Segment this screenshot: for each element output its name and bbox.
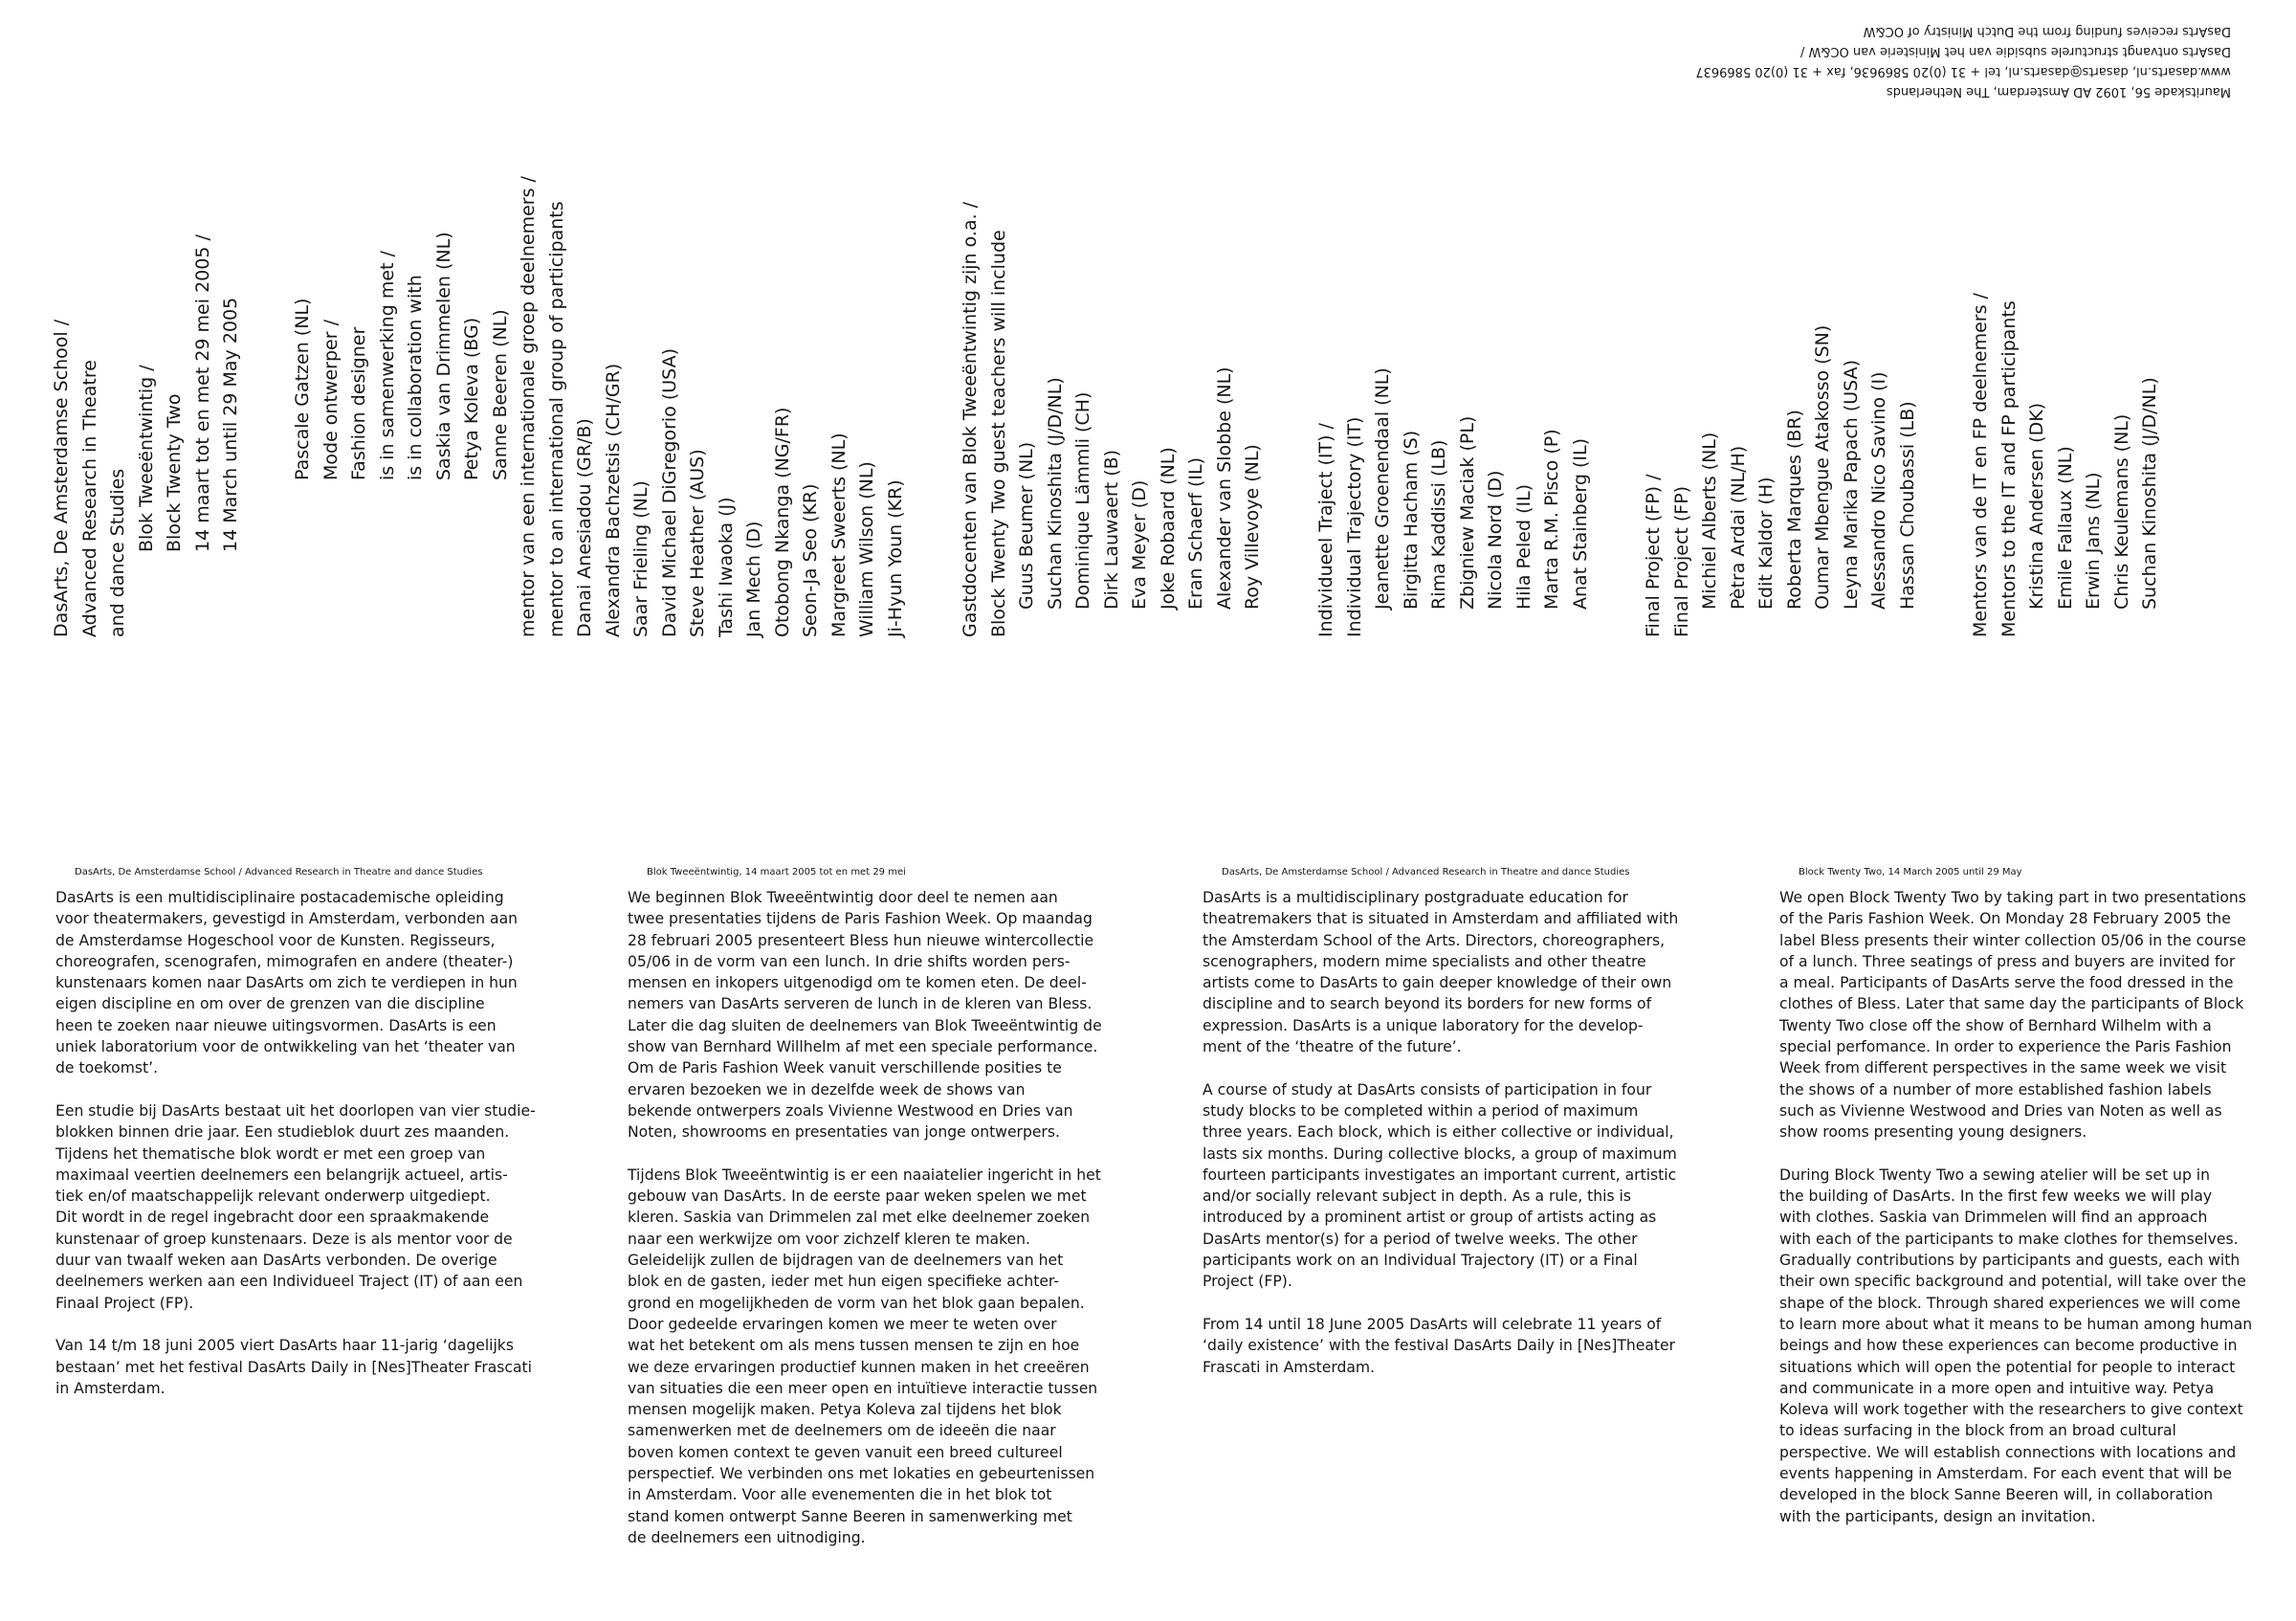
address-block [1657,21,2231,101]
paragraph-line: 28 februari 2005 presenteert Bless hun nieuwe wintercollectie [628,931,1094,949]
paragraph-line: de deelnemers een uitnodiging. [628,1528,866,1546]
vertical-list-line: Hila Peled (IL) [1512,483,1534,610]
vertical-list-line: 14 maart tot en met 29 mei 2005 / [191,234,213,552]
paragraph-line: perspective. We will establish connections with locations and [1779,1443,2237,1461]
paragraph-line: Week from different perspectives in the same week we visit [1779,1059,2227,1077]
column-caption: Blok Tweeëntwintig, 14 maart 2005 tot en met 29 mei [647,867,906,877]
text-column [628,866,1125,1570]
paragraph-line: and communicate in a more open and intuitive way. Petya [1779,1379,2215,1397]
vertical-list-line: Rima Kaddissi (LB) [1428,439,1449,610]
paragraph-line: Om de Paris Fashion Week vanuit verschillende posities te [628,1059,1062,1077]
paragraph-line: the shows of a number of more established fashion labels [1779,1080,2212,1099]
vertical-list-individual-trajectory [1313,367,1595,637]
paragraph-line: bestaan’ met het festival DasArts Daily in [Nes]Theater Frascati [55,1358,533,1376]
paragraph-line: DasArts is a multidisciplinary postgraduate education for [1203,889,1628,906]
vertical-list-line: DasArts, De Amsterdamse School / [51,319,72,637]
paragraph-line: ervaren bezoeken we in dezelfde week de shows van [628,1080,1026,1099]
paragraph-line: theatremakers that is situated in Amsterdam and affiliated with [1203,910,1679,928]
vertical-list-line: Ji-Hyun Youn (KR) [884,479,906,637]
paragraph [55,887,553,1079]
vertical-list-line: Alexander van Slobbe (NL) [1213,366,1235,610]
paragraph-line: expression. DasArts is a unique laboratory for the develop- [1203,1016,1644,1034]
vertical-list-line: Gastdocenten van Blok Tweeëntwintig zijn o.a. / [960,201,981,637]
vertical-list-line: Nicola Nord (D) [1485,470,1506,610]
paragraph-line: beings and how these experiences can become productive in [1779,1337,2238,1355]
paragraph-line: show van Bernhard Willhelm af met een speciale performance. [628,1038,1098,1056]
paragraph-line: perspectief. We verbinden ons met lokaties en gebeurtenissen [628,1465,1095,1483]
paragraph-line: samenwerken met de deelnemers om de ideeën die naar [628,1422,1056,1440]
vertical-list-line: Chris Keulemans (NL) [2110,413,2132,610]
vertical-list-line: Petya Koleva (BG) [461,317,482,480]
paragraph-line: scenographers, modern mime specialists and other theatre [1203,952,1646,970]
paragraph-line: situations which will open the potential for people to interact [1779,1358,2236,1376]
text-column [1203,866,1700,1399]
vertical-list-line: Individual Trajectory (IT) [1343,416,1365,637]
vertical-list-line: Individueel Traject (IT) / [1315,423,1336,637]
paragraph-line: van situaties die een meer open en intuïtieve interactie tussen [628,1379,1098,1397]
vertical-list-guest-teachers [957,202,1268,637]
paragraph-line: kleren. Saskia van Drimmelen zal met elke deelnemer zoeken [628,1209,1091,1227]
vertical-list-line: Advanced Research in Theatre [78,360,100,637]
paragraph-line: de toekomst’. [55,1059,159,1077]
paragraph-line: Later die dag sluiten de deelnemers van Blok Tweeëntwintig de [628,1016,1102,1034]
paragraph-line: eigen discipline en om over de grenzen van die discipline [55,995,485,1013]
paragraph-line: shape of the block. Through shared experiences we will come [1779,1294,2241,1312]
vertical-list-line: Mentors van de IT en FP deelnemers / [1970,293,1991,637]
vertical-list-line: Marta R.M. Pisco (P) [1541,429,1562,610]
vertical-list-line: Oumar Mbengue Atakosso (SN) [1812,324,1833,610]
paragraph [628,1165,1125,1548]
paragraph-line: We beginnen Blok Tweeëntwintig door deel te nemen aan [628,889,1058,906]
paragraph-line: with the participants, design an invitation. [1779,1507,2096,1525]
paragraph-line: blokken binnen drie jaar. Een studieblok duurt zes maanden. [55,1123,510,1142]
vertical-list-line: 14 March until 29 May 2005 [220,297,241,552]
vertical-list-line: Seon-Ja Seo (KR) [800,483,821,637]
contact-line: www.dasarts.nl, dasarts@dasarts.nl, tel + 31 (0)20 5869636, fax + 31 (0)20 5869637 [1695,64,2231,78]
paragraph-line: Gradually contributions by participants and guests, each with [1779,1252,2241,1270]
paragraph [1779,1165,2277,1527]
paragraph-line: such as Vivienne Westwood and Dries van Noten as well as [1779,1101,2222,1120]
paragraph-line: tiek en/of maatschappelijk relevant onderwerp uitgediept. [55,1188,491,1206]
paragraph-line: grond en mogelijkheden de vorm van het blok gaan bepalen. [628,1294,1085,1312]
paragraph-line: bekende ontwerpers zoals Vivienne Westwood en Dries van [628,1101,1073,1120]
paragraph-line: Twenty Two close off the show of Bernhard Wilhelm with a [1779,1016,2212,1034]
paragraph-line: Frascati in Amsterdam. [1203,1358,1376,1376]
paragraph [55,1100,553,1314]
vertical-list-line: Mentors to the IT and FP participants [1998,300,2020,637]
funding-line-nl: DasArts ontvangt structurele subsidie van het Ministerie van OC&W / [1799,44,2231,58]
paragraph [1203,1314,1700,1378]
paragraph-line: Tijdens Blok Tweeëntwintig is er een naaiatelier ingericht in het [628,1166,1101,1184]
paragraph-line: in Amsterdam. Voor alle evenementen die in het blok tot [628,1486,1052,1504]
vertical-list-line: Eran Schaerf (IL) [1185,457,1206,610]
paragraph-line: blok en de gasten, ieder met hun eigen specifieke achter- [628,1273,1059,1291]
vertical-list-line: Dominique Lämmli (CH) [1072,391,1093,610]
paragraph-line: kunstenaar of groep kunstenaars. Deze is als mentor voor de [55,1230,513,1248]
paragraph-line: DasArts is een multidisciplinaire postacademische opleiding [55,889,504,906]
paragraph-line: Dit wordt in de regel ingebracht door een spraakmakende [55,1209,490,1227]
column-caption: DasArts, De Amsterdamse School / Advanced Research in Theatre and dance Studies [1222,867,1630,877]
vertical-list-line: Block Twenty Two [164,393,185,552]
column-caption: DasArts, De Amsterdamse School / Advanced Research in Theatre and dance Studies [75,867,483,877]
paragraph-line: kunstenaars komen naar DasArts om zich te verdiepen in hun [55,974,518,992]
vertical-list-line: Final Project (FP) / [1643,474,1664,637]
paragraph-line: participants work on an Individual Trajectory (IT) or a Final [1203,1252,1638,1270]
vertical-list-line: Fashion designer [348,326,369,480]
vertical-list-line: Pascale Gatzen (NL) [292,298,313,480]
vertical-list-intro [48,234,246,637]
vertical-list-line: David Michael DiGregorio (USA) [658,347,680,637]
vertical-list-line: Birgitta Hacham (S) [1400,430,1422,610]
paragraph-line: twee presentaties tijdens de Paris Fashion Week. Op maandag [628,910,1093,928]
vertical-list-line: Sanne Beeren (NL) [489,309,511,480]
paragraph-line: artists come to DasArts to gain deeper knowledge of their own [1203,974,1672,992]
paragraph-line: Door gedeelde ervaringen komen we meer te weten over [628,1315,1057,1333]
vertical-list-line: William Wilson (NL) [856,461,877,637]
paragraph-line: special perfomance. In order to experience the Paris Fashion [1779,1038,2232,1056]
vertical-list-line: Jeanette Groenendaal (NL) [1372,367,1393,610]
vertical-list-line: and dance Studies [107,468,128,637]
vertical-list-line: Final Project (FP) [1670,485,1692,637]
column-caption: Block Twenty Two, 14 March 2005 until 29 May [1799,867,2022,877]
vertical-list-line: Jan Mech (D) [743,521,764,637]
paragraph-line: developed in the block Sanne Beeren will, in collaboration [1779,1486,2214,1504]
paragraph [1779,887,2277,1144]
vertical-list-line: Blok Tweeëntwintig / [135,365,157,552]
vertical-list-line: Eva Meyer (D) [1129,479,1150,610]
text-column [55,866,553,1420]
paragraph-line: mensen en inkopers uitgenodigd om te komen eten. De deel- [628,974,1087,992]
paragraph-line: ment of the ‘theatre of the future’. [1203,1038,1462,1056]
paragraph-line: a meal. Participants of DasArts serve the food dressed in the [1779,974,2234,992]
paragraph-line: de Amsterdamse Hogeschool voor de Kunsten. Regisseurs, [55,931,496,949]
paragraph-line: DasArts mentor(s) for a period of twelve weeks. The other [1203,1230,1638,1248]
vertical-list-line: Margreet Sweerts (NL) [828,433,850,637]
paragraph-line: We open Block Twenty Two by taking part in two presentations [1779,889,2246,906]
paragraph-line: the building of DasArts. In the first few weeks we will play [1779,1188,2213,1206]
paragraph-line: A course of study at DasArts consists of participation in four [1203,1080,1652,1099]
paragraph-line: Tijdens het thematische blok wordt er met een groep van [55,1144,486,1163]
paragraph-line: introduced by a prominent artist or group of artists acting as [1203,1209,1657,1227]
text-column [1779,866,2277,1548]
paragraph-line: From 14 until 18 June 2005 DasArts will celebrate 11 years of [1203,1315,1662,1333]
vertical-list-line: Guus Beumer (NL) [1016,441,1037,610]
paragraph-line: three years. Each block, which is either collective or individual, [1203,1123,1674,1142]
vertical-list-line: Dirk Lauwaert (B) [1100,449,1122,610]
vertical-list-line: Steve Heather (AUS) [687,449,708,637]
paragraph-line: During Block Twenty Two a sewing atelier will be set up in [1779,1166,2211,1184]
paragraph-line: wat het betekent om als mens tussen mensen te zijn en hoe [628,1337,1080,1355]
paragraph [1203,887,1700,1057]
paragraph-line: fourteen participants investigates an important current, artistic [1203,1166,1677,1184]
vertical-list-line: is in samenwerking met / [376,251,398,480]
paragraph-line: choreografen, scenografen, mimografen en andere (theater-) [55,952,514,970]
paragraph-line: of a lunch. Three seatings of press and buyers are invited for [1779,952,2236,970]
paragraph-line: mensen mogelijk maken. Petya Koleva zal tijdens het blok [628,1401,1062,1419]
paragraph-line: Finaal Project (FP). [55,1294,194,1312]
paragraph-line: with clothes. Saskia van Drimmelen will find an approach [1779,1209,2208,1227]
paragraph-line: study blocks to be completed within a period of maximum [1203,1101,1639,1120]
paragraph-line: naar een werkwijze om voor zichzelf kleren te maken. [628,1230,1031,1248]
paragraph-line: Project (FP). [1203,1273,1292,1291]
vertical-list-line: Pètra Ardai (NL/H) [1727,445,1749,610]
paragraph-line: we deze ervaringen productief kunnen maken in het creeëren [628,1358,1090,1376]
vertical-list-line: Mode ontwerper / [320,320,342,480]
vertical-list-line: Erwin Jans (NL) [2083,472,2104,610]
vertical-list-line: Michiel Alberts (NL) [1699,432,1720,610]
paragraph-line: and/or socially relevant subject in depth. As a rule, this is [1203,1188,1632,1206]
paragraph-line: duur van twaalf weken aan DasArts verbonden. De overige [55,1252,497,1270]
paragraph-line: Een studie bij DasArts bestaat uit het doorlopen van vier studie- [55,1101,536,1120]
paragraph-line: Geleidelijk zullen de bijdragen van de deelnemers van het [628,1252,1064,1270]
vertical-list-line: Suchan Kinoshita (J/D/NL) [2139,377,2160,610]
vertical-list-line: Emile Fallaux (NL) [2054,446,2076,610]
paragraph-line: their own specific background and potential, will take over the [1779,1273,2246,1291]
paragraph-line: 05/06 in de vorm van een lunch. In drie shifts worden pers- [628,952,1071,970]
vertical-list-line: Edit Kaldor (H) [1755,477,1777,610]
paragraph-line: maximaal veertien deelnemers een belangrijk actueel, artis- [55,1166,508,1184]
funding-line-en: DasArts receives funding from the Dutch Ministry of OC&W [1863,24,2231,38]
paragraph-line: Koleva will work together with the researchers to give context [1779,1401,2243,1419]
vertical-list-line: Roy Villevoye (NL) [1242,444,1263,610]
vertical-list-line: Saar Frieling (NL) [630,480,651,637]
paragraph-line: nemers van DasArts serveren de lunch in de kleren van Bless. [628,995,1093,1013]
paragraph-line: label Bless presents their winter collection 05/06 in the course [1779,931,2246,949]
paragraph-line: discipline and to search beyond its borders for new forms of [1203,995,1652,1013]
paragraph-line: the Amsterdam School of the Arts. Directors, choreographers, [1203,931,1666,949]
paragraph-line: in Amsterdam. [55,1379,166,1397]
paragraph-line: Noten, showrooms en presentaties van jonge ontwerpers. [628,1123,1060,1142]
paragraph-line: boven komen context te geven vanuit een breed cultureel [628,1443,1063,1461]
vertical-list-line: Zbigniew Maciak (PL) [1456,415,1478,610]
vertical-list-line: Alessandro Nico Savino (I) [1868,371,1889,610]
paragraph-line: show rooms presenting young designers. [1779,1123,2087,1142]
vertical-list-line: Danai Anesiadou (GR/B) [574,418,595,637]
paragraph-line: to learn more about what it means to be human among human [1779,1315,2253,1333]
vertical-list-final-project [1640,325,1922,637]
paragraph-line: deelnemers werken aan een Individueel Traject (IT) of aan een [55,1273,523,1291]
vertical-list-participants [289,176,910,637]
vertical-list-line: mentor to an international group of participants [545,201,567,637]
vertical-list-line: Alexandra Bachzetsis (CH/GR) [602,363,624,637]
paragraph-line: events happening in Amsterdam. For each event that will be [1779,1465,2232,1483]
paragraph-line: gebouw van DasArts. In de eerste paar weken spelen we met [628,1188,1087,1206]
vertical-list-mentors [1967,293,2165,637]
paragraph-line: voor theatermakers, gevestigd in Amsterdam, verbonden aan [55,910,519,928]
paragraph-line: lasts six months. During collective blocks, a group of maximum [1203,1144,1677,1163]
vertical-list-line: Leyna Marika Papach (USA) [1840,359,1862,610]
paragraph-line: uniek laboratorium voor de ontwikkeling van het ‘theater van [55,1038,516,1056]
paragraph-line: stand komen ontwerpt Sanne Beeren in samenwerking met [628,1507,1072,1525]
paragraph-line: ‘daily existence’ with the festival DasArts Daily in [Nes]Theater [1203,1337,1676,1355]
paragraph [55,1335,553,1399]
paragraph-line: to ideas surfacing in the block from an broad cultural [1779,1422,2176,1440]
vertical-list-line: Anat Stainberg (IL) [1569,438,1591,610]
vertical-list-line: mentor van een internationale groep deelnemers / [518,176,539,637]
vertical-list-line: is in collaboration with [405,275,426,480]
vertical-list-line: Kristina Andersen (DK) [2026,402,2047,610]
paragraph [628,887,1125,1144]
paragraph-line: Van 14 t/m 18 juni 2005 viert DasArts haar 11-jarig ‘dagelijks [55,1337,514,1355]
address-line: Mauritskade 56, 1092 AD Amsterdam, The Netherlands [1886,84,2231,99]
vertical-list-line: Suchan Kinoshita (J/D/NL) [1044,377,1066,610]
paragraph-line: with each of the participants to make clothes for themselves. [1779,1230,2239,1248]
paragraph-line: heen te zoeken naar nieuwe uitingsvormen. DasArts is een [55,1016,497,1034]
vertical-list-line: Block Twenty Two guest teachers will include [987,230,1009,637]
vertical-list-line: Joke Robaard (NL) [1157,447,1179,610]
vertical-list-line: Otobong Nkanga (NG/FR) [771,407,793,637]
vertical-list-line: Saskia van Drimmelen (NL) [432,232,454,480]
vertical-list-line: Hassan Choubassi (LB) [1896,401,1918,610]
paragraph [1203,1079,1700,1293]
paragraph-line: clothes of Bless. Later that same day the participants of Block [1779,995,2244,1013]
paragraph-line: of the Paris Fashion Week. On Monday 28 February 2005 the [1779,910,2231,928]
vertical-list-line: Tashi Iwaoka (J) [715,497,737,637]
vertical-list-line: Roberta Marques (BR) [1783,410,1805,610]
